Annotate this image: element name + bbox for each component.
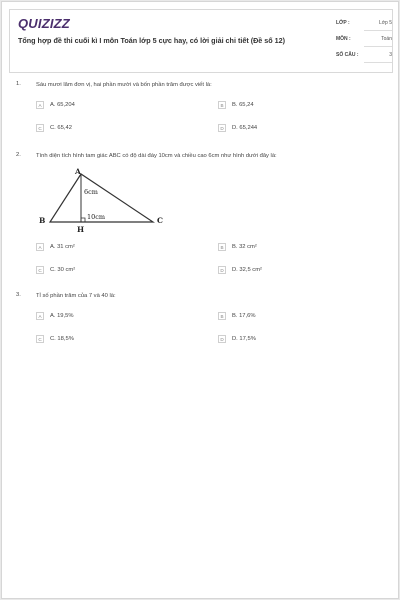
option-text: C. 18,5% bbox=[50, 336, 74, 342]
option-text: A. 31 cm² bbox=[50, 244, 75, 250]
option-letter-box: A bbox=[36, 312, 44, 320]
option-letter-box: C bbox=[36, 124, 44, 132]
option-text: A. 19,5% bbox=[50, 313, 74, 319]
option-text: B. 32 cm² bbox=[232, 244, 257, 250]
option-text: B. 65,24 bbox=[232, 102, 254, 108]
option-text: D. 32,5 cm² bbox=[232, 267, 262, 273]
question-3 bbox=[16, 292, 386, 352]
vertex-h-label: H bbox=[77, 225, 85, 234]
vertex-a-label: A bbox=[75, 167, 81, 176]
meta-question-count-label: SỐ CÂU : bbox=[336, 52, 359, 58]
meta-subject bbox=[336, 36, 394, 48]
vertex-b-label: B bbox=[39, 216, 46, 225]
meta-question-count bbox=[336, 52, 394, 64]
question-text: Tỉ số phần trăm của 7 và 40 là: bbox=[36, 293, 116, 299]
option-text: C. 65,42 bbox=[50, 125, 72, 131]
triangle-abc-diagram bbox=[38, 166, 168, 236]
question-text: Tính diện tích hình tam giác ABC có độ dài đáy 10cm và chiều cao 6cm như hình dưới đây là: bbox=[36, 153, 277, 159]
question-2 bbox=[16, 152, 386, 282]
meta-grade-value: Lớp 5 bbox=[378, 20, 392, 26]
worksheet-header bbox=[9, 9, 393, 73]
meta-grade-label: LỚP : bbox=[336, 20, 350, 26]
meta-grade-underline bbox=[364, 30, 392, 31]
meta-question-count-value: 3 bbox=[389, 52, 392, 58]
option-text: D. 65,244 bbox=[232, 125, 258, 131]
question-1 bbox=[16, 81, 386, 141]
option-letter-box: B bbox=[218, 243, 226, 251]
question-text: Sáu mươi lăm đơn vị, hai phần mười và bốn phần trăm được viết là: bbox=[36, 82, 212, 88]
option-letter-box: D bbox=[218, 266, 226, 274]
vertex-c-label: C bbox=[157, 216, 163, 225]
option-letter-box: A bbox=[36, 243, 44, 251]
option-letter-box: B bbox=[218, 312, 226, 320]
meta-grade bbox=[336, 20, 394, 32]
option-letter-box: C bbox=[36, 335, 44, 343]
meta-question-count-underline bbox=[364, 62, 392, 63]
option-letter-box: A bbox=[36, 101, 44, 109]
option-letter-box: B bbox=[218, 101, 226, 109]
meta-subject-label: MÔN : bbox=[336, 36, 351, 42]
question-number: 3. bbox=[16, 292, 21, 298]
worksheet-title: Tổng hợp đề thi cuối kì I môn Toán lớp 5 cực hay, có lời giải chi tiết (Đề số 12) bbox=[18, 36, 286, 45]
question-number: 2. bbox=[16, 152, 21, 158]
base-label: 10cm bbox=[87, 213, 106, 221]
option-letter-box: D bbox=[218, 335, 226, 343]
option-letter-box: C bbox=[36, 266, 44, 274]
question-number: 1. bbox=[16, 81, 21, 87]
option-letter-box: D bbox=[218, 124, 226, 132]
right-angle-mark bbox=[81, 218, 85, 222]
quizizz-logo: QUIZIZZ bbox=[18, 16, 70, 31]
option-text: B. 17,6% bbox=[232, 313, 256, 319]
option-text: C. 30 cm² bbox=[50, 267, 76, 273]
option-text: D. 17,5% bbox=[232, 336, 256, 342]
option-text: A. 65,204 bbox=[50, 102, 75, 108]
height-label: 6cm bbox=[84, 188, 98, 196]
meta-subject-underline bbox=[364, 46, 392, 47]
worksheet-page bbox=[1, 1, 399, 599]
meta-subject-value: Toán bbox=[381, 36, 392, 42]
